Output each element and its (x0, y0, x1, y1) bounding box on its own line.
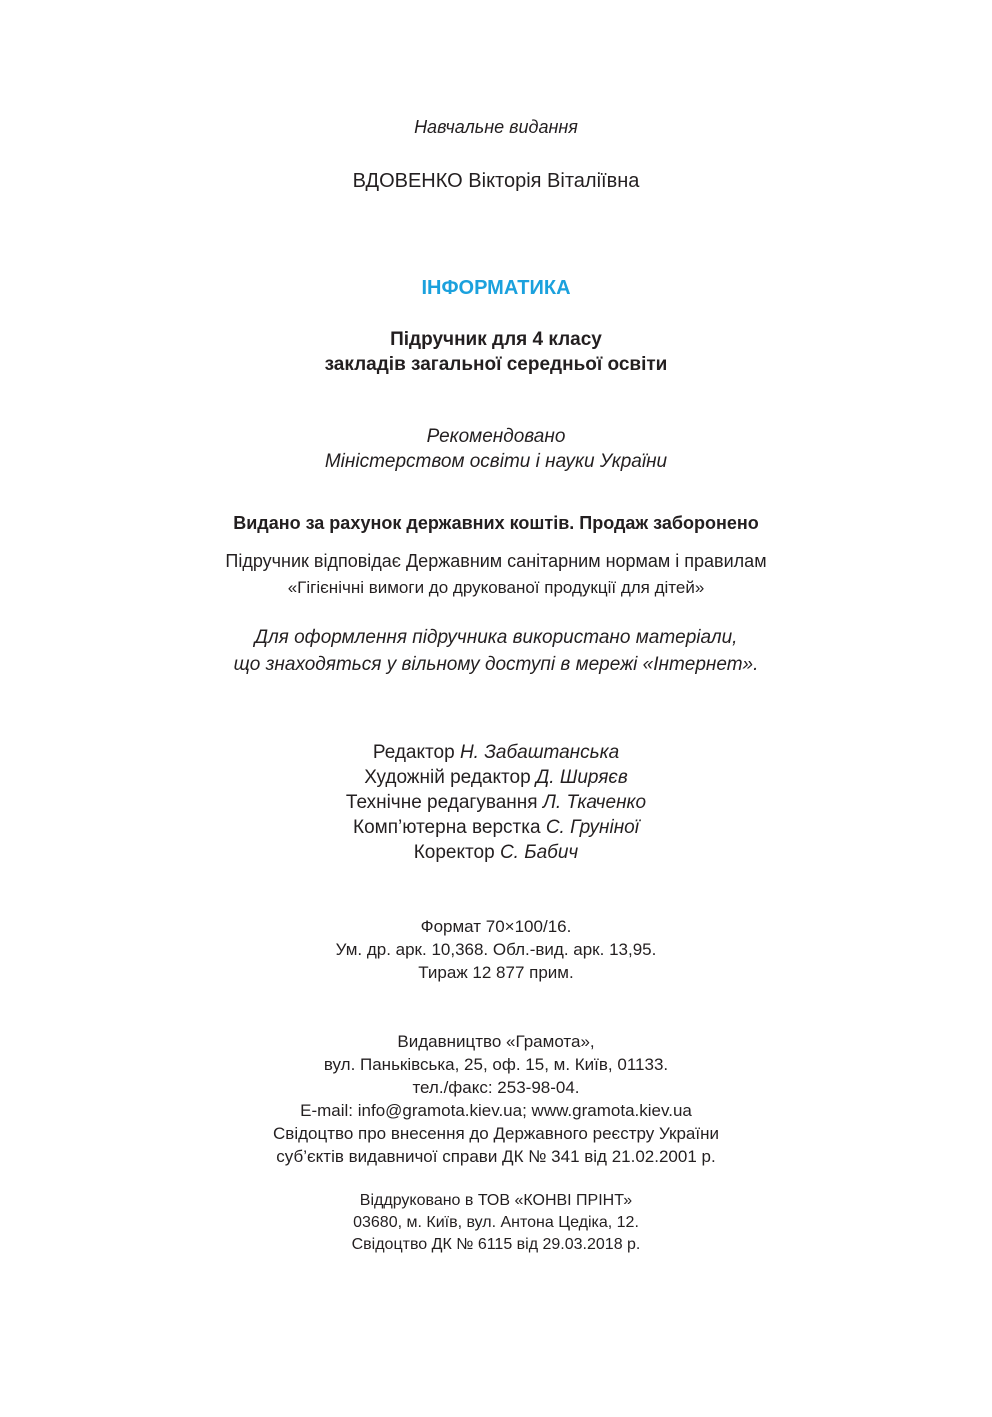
materials-notice-line-1: Для оформлення підручника використано матеріали, (254, 627, 738, 648)
author-name: ВДОВЕНКО Вікторія Віталіївна (352, 170, 640, 192)
credit-name: С. Бабич (499, 842, 579, 863)
publisher-name: Видавництво «Грамота», (397, 1032, 595, 1051)
materials-notice-line-2: що знаходяться у вільному доступі в мережі «Інтернет». (233, 654, 759, 675)
publisher-address: вул. Паньківська, 25, оф. 15, м. Київ, 01133. (323, 1055, 669, 1074)
publisher-phone: тел./факс: 253-98-04. (412, 1078, 580, 1097)
credit-layout (0, 817, 992, 839)
print-spec-sheets: Ум. др. арк. 10,368. Обл.-вид. арк. 13,95. (335, 940, 657, 959)
credit-technical-editing (0, 792, 992, 814)
funding-notice: Видано за рахунок державних коштів. Продаж заборонено (233, 513, 759, 533)
book-title: ІНФОРМАТИКА (421, 277, 571, 299)
credit-role: Художній редактор (364, 767, 536, 788)
credit-name: Д. Ширяєв (535, 767, 628, 788)
subtitle-line-1: Підручник для 4 класу (390, 329, 602, 350)
credit-role: Редактор (372, 742, 460, 763)
printer-address: 03680, м. Київ, вул. Антона Цедіка, 12. (353, 1214, 639, 1231)
credit-role: Комп’ютерна верстка (353, 817, 546, 838)
credit-editor (0, 742, 992, 764)
edition-type: Навчальне видання (414, 117, 578, 137)
credit-role: Технічне редагування (345, 792, 543, 813)
publisher-registry-line-1: Свідоцтво про внесення до Державного реєстру України (273, 1124, 719, 1143)
credit-name: С. Груніної (545, 817, 639, 838)
publisher-contacts: E-mail: info@gramota.kiev.ua; www.gramota.kiev.ua (300, 1101, 692, 1120)
printer-name: Віддруковано в ТОВ «КОНВІ ПРІНТ» (359, 1192, 633, 1209)
credit-art-editor (0, 767, 992, 789)
subtitle-line-2: закладів загальної середньої освіти (324, 354, 668, 375)
credit-role: Коректор (413, 842, 500, 863)
sanitary-notice-line-1: Підручник відповідає Державним санітарним нормам і правилам (225, 551, 767, 571)
credit-name: Н. Забаштанська (459, 742, 620, 763)
printer-certificate: Свідоцтво ДК № 6115 від 29.03.2018 р. (351, 1236, 641, 1253)
publisher-registry-line-2: суб’єктів видавничої справи ДК № 341 від 21.02.2001 р. (276, 1147, 716, 1166)
print-spec-circulation: Тираж 12 877 прим. (418, 963, 574, 982)
print-spec-format: Формат 70×100/16. (420, 917, 572, 936)
recommendation-line-1: Рекомендовано (426, 426, 566, 447)
credit-proofreader (0, 842, 992, 864)
sanitary-notice-line-2: «Гігієнічні вимоги до друкованої продукції для дітей» (287, 578, 705, 597)
credit-name: Л. Ткаченко (542, 792, 647, 813)
recommendation-line-2: Міністерством освіти і науки України (324, 451, 668, 472)
